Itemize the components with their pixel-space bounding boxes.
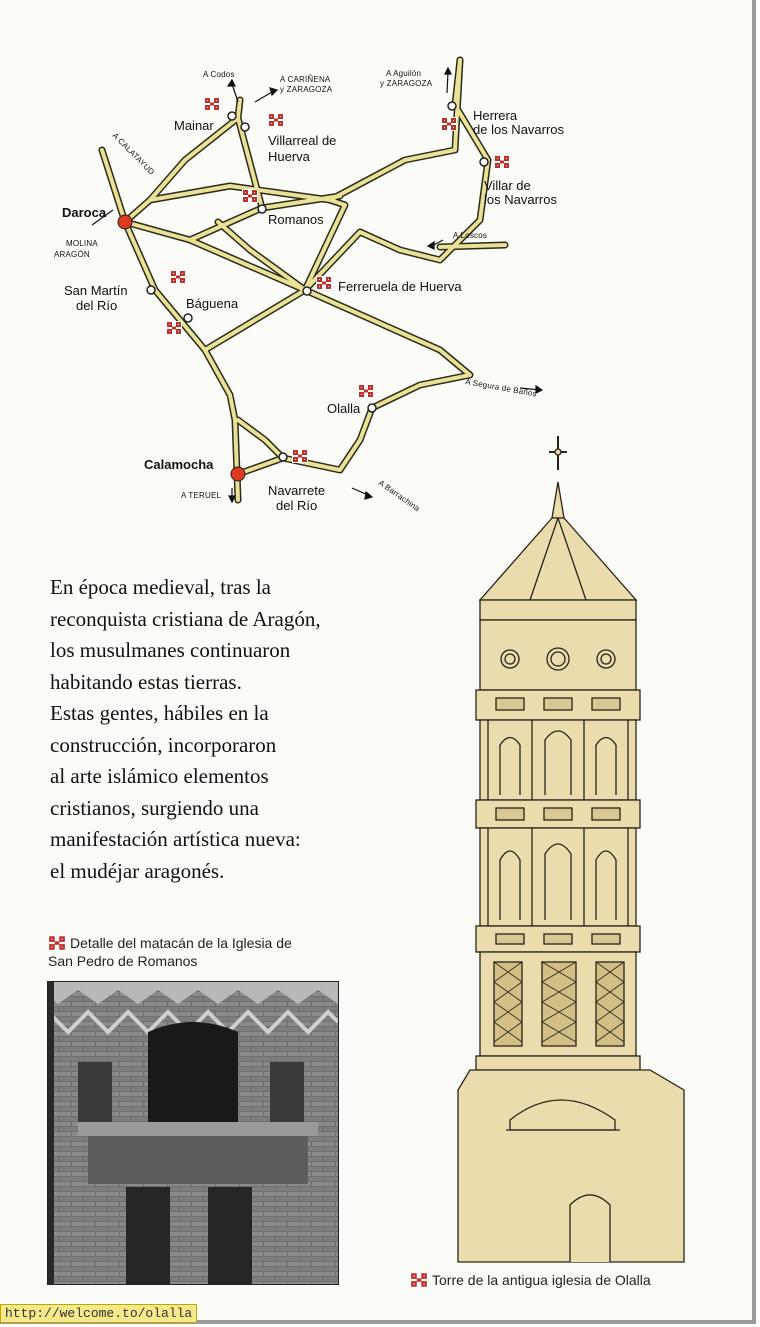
- photo-caption-line-1: Detalle del matacán de la Iglesia de: [70, 935, 292, 951]
- dir-loscos: A Loscos: [453, 231, 488, 240]
- dir-calatayud: A CALATAYUD: [110, 131, 157, 177]
- photo-caption: [48, 934, 368, 970]
- site-url-link[interactable]: http://welcome.to/olalla: [0, 1304, 197, 1323]
- mudejar-icon: [48, 935, 66, 951]
- photo-caption-line-2: San Pedro de Romanos: [48, 953, 198, 969]
- tower-caption: [410, 1271, 750, 1289]
- calamocha-dot: [231, 467, 245, 481]
- label-herrera-2: de los Navarros: [473, 122, 565, 137]
- label-villar-1: Villar de: [484, 178, 531, 193]
- text-line: los musulmanes continuaron: [50, 638, 291, 662]
- dir-aguilon-1: A Aguilón: [386, 69, 422, 78]
- label-villarreal-1: Villarreal de: [268, 133, 337, 148]
- dir-teruel: A TERUEL: [181, 491, 222, 500]
- text-line: habitando estas tierras.: [50, 669, 242, 694]
- label-herrera-1: Herrera: [473, 108, 518, 123]
- label-san-martin-2: del Río: [76, 298, 118, 313]
- dir-carinena-2: y ZARAGOZA: [280, 85, 333, 94]
- text-line: construcción, incorporaron: [50, 732, 277, 757]
- label-calamocha: Calamocha: [144, 457, 214, 472]
- text-line: manifestación artística nueva:: [50, 827, 301, 851]
- label-villarreal-2: Huerva: [268, 149, 310, 164]
- label-daroca: Daroca: [62, 205, 107, 220]
- label-navarrete-2: del Río: [276, 498, 318, 513]
- label-mainar: Mainar: [174, 118, 214, 133]
- text-line: el mudéjar aragonés.: [50, 858, 225, 883]
- matacan-photo: [47, 981, 339, 1285]
- text-line: cristianos, surgiendo una: [50, 795, 259, 820]
- intro-paragraph: [50, 572, 410, 887]
- text-line: Estas gentes, hábiles en la: [50, 701, 269, 725]
- dir-molina-1: MOLINA: [66, 239, 98, 248]
- label-san-martin-1: San Martín: [64, 283, 128, 298]
- dir-barrachina: A Barrachina: [376, 478, 422, 514]
- text-line: reconquista cristiana de Aragón,: [50, 606, 321, 631]
- text-line: En época medieval, tras la: [50, 575, 271, 599]
- label-baguena: Báguena: [186, 296, 239, 311]
- dir-codos: A Codos: [203, 70, 235, 79]
- label-villar-2: los Navarros: [484, 192, 557, 207]
- label-ferreruela: Ferreruela de Huerva: [338, 279, 462, 294]
- label-romanos: Romanos: [268, 212, 324, 227]
- label-olalla: Olalla: [327, 401, 361, 416]
- daroca-dot: [118, 215, 132, 229]
- olalla-tower-drawing: [450, 430, 700, 1270]
- text-line: al arte islámico elementos: [50, 764, 269, 788]
- label-navarrete-1: Navarrete: [268, 483, 326, 498]
- dir-carinena-1: A CARIÑENA: [280, 75, 331, 84]
- dir-aguilon-2: y ZARAGOZA: [380, 79, 433, 88]
- dir-segura: A Segura de Baños: [464, 377, 538, 399]
- mudejar-icon: [410, 1272, 428, 1288]
- tower-caption-text: Torre de la antigua iglesia de Olalla: [432, 1272, 651, 1288]
- dir-molina-2: ARAGÓN: [54, 250, 90, 259]
